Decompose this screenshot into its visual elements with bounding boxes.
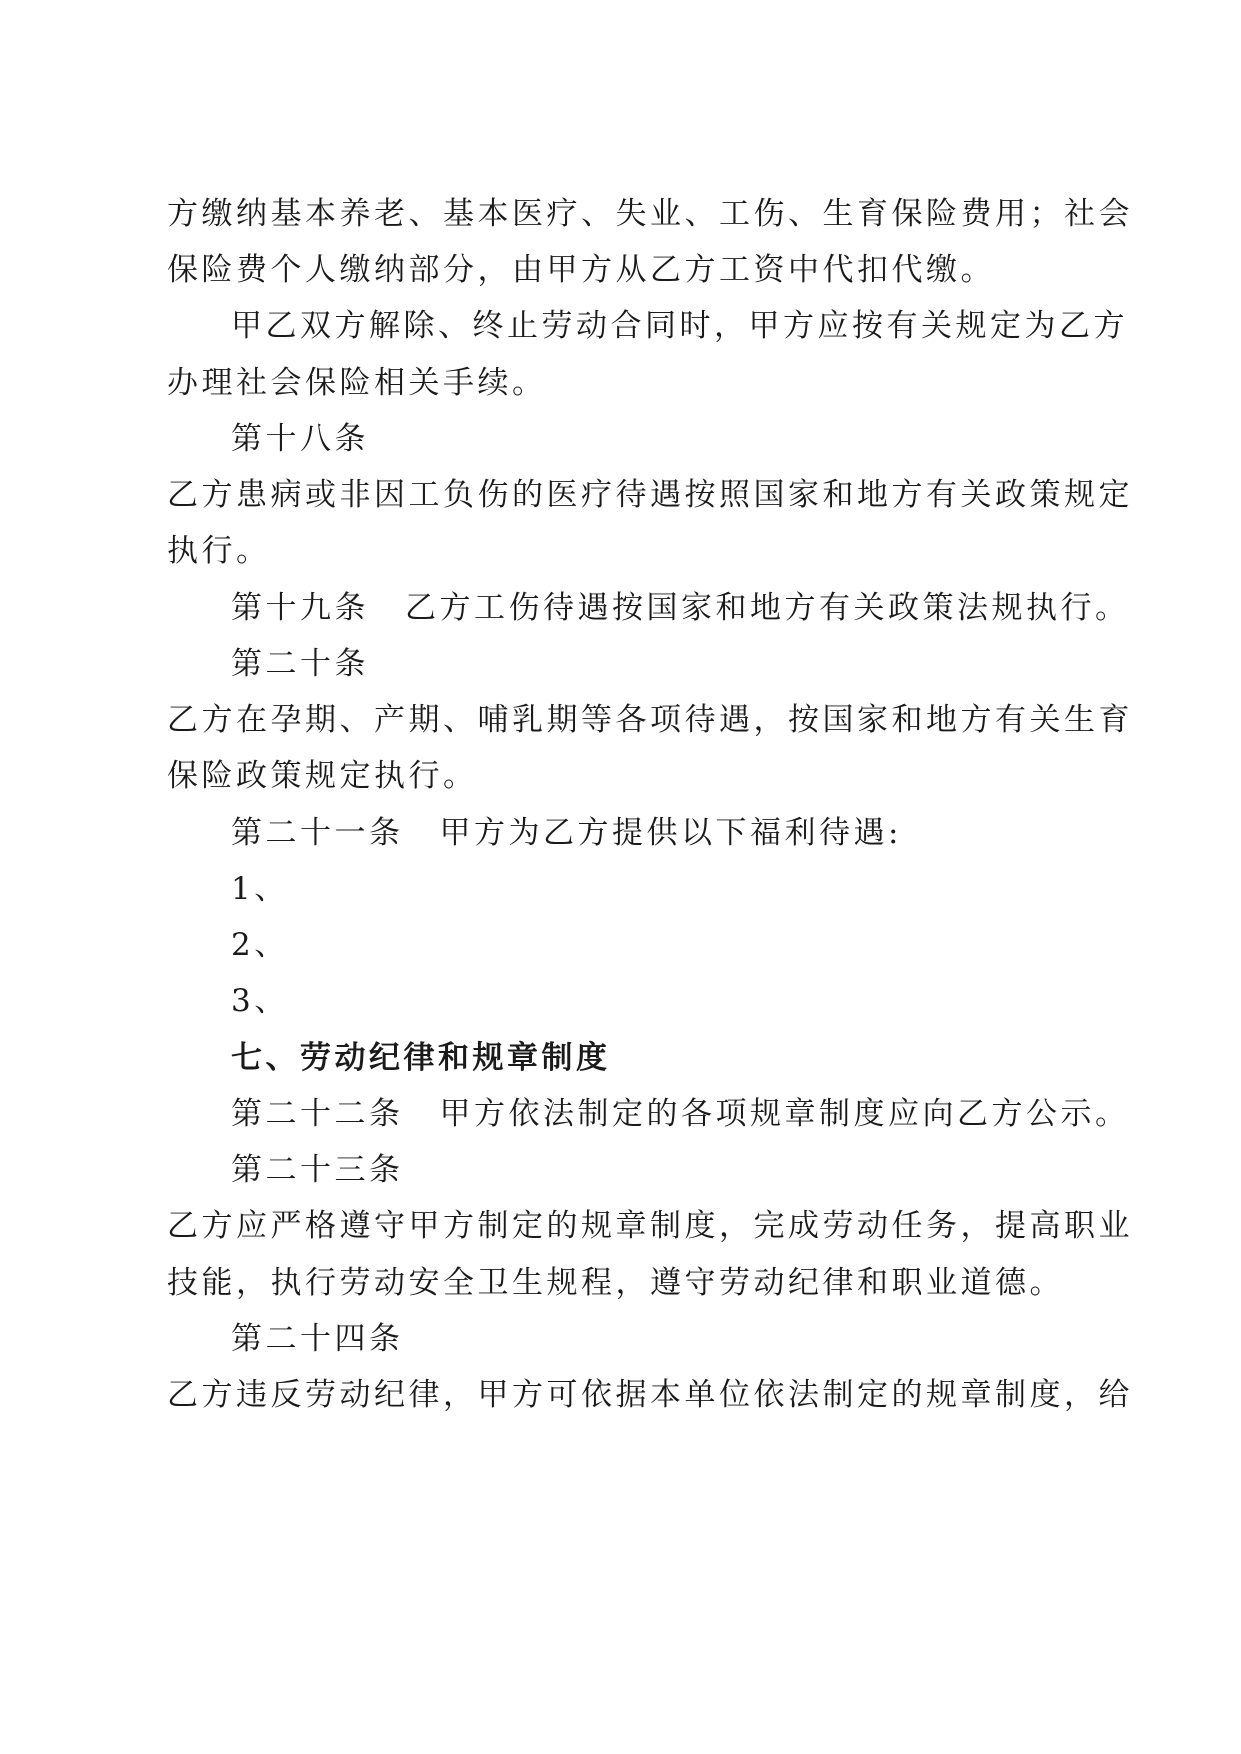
article-text: 甲方为乙方提供以下福利待遇: — [439, 815, 902, 851]
article-line — [231, 1094, 1130, 1134]
list-item: 1、 — [231, 871, 289, 907]
text-line: 乙方违反劳动纪律，甲方可依据本单位依法制定的规章制度，给 — [167, 1377, 1133, 1413]
article-title: 第二十四条 — [231, 1321, 404, 1357]
article-text: 甲方依法制定的各项规章制度应向乙方公示。 — [439, 1096, 1130, 1132]
text-line: 乙方在孕期、产期、哺乳期等各项待遇，按国家和地方有关生育 — [167, 702, 1133, 738]
text-line: 甲乙双方解除、终止劳动合同时，甲方应按有关规定为乙方 — [231, 308, 1128, 344]
section-heading: 七、劳动纪律和规章制度 — [231, 1040, 611, 1076]
article-line — [231, 588, 1130, 628]
text-line: 执行。 — [167, 533, 271, 569]
list-item: 2、 — [231, 927, 289, 963]
text-line: 乙方患病或非因工负伤的医疗待遇按照国家和地方有关政策规定 — [167, 477, 1133, 513]
text-line: 保险政策规定执行。 — [167, 758, 478, 794]
text-line: 乙方应严格遵守甲方制定的规章制度，完成劳动任务，提高职业 — [167, 1208, 1133, 1244]
article-title: 第二十二条 — [231, 1096, 404, 1132]
article-title: 第二十条 — [231, 646, 369, 682]
article-title: 第十九条 — [231, 590, 369, 626]
article-title: 第二十三条 — [231, 1152, 404, 1188]
text-line: 技能，执行劳动安全卫生规程，遵守劳动纪律和职业道德。 — [167, 1265, 1064, 1301]
text-line: 办理社会保险相关手续。 — [167, 365, 547, 401]
article-line — [231, 813, 902, 853]
list-item: 3、 — [231, 983, 289, 1019]
article-title: 第二十一条 — [231, 815, 404, 851]
text-line: 方缴纳基本养老、基本医疗、失业、工伤、生育保险费用；社会 — [167, 196, 1133, 232]
article-text: 乙方工伤待遇按国家和地方有关政策法规执行。 — [405, 590, 1130, 626]
text-line: 保险费个人缴纳部分，由甲方从乙方工资中代扣代缴。 — [167, 252, 995, 288]
article-title: 第十八条 — [231, 421, 369, 457]
